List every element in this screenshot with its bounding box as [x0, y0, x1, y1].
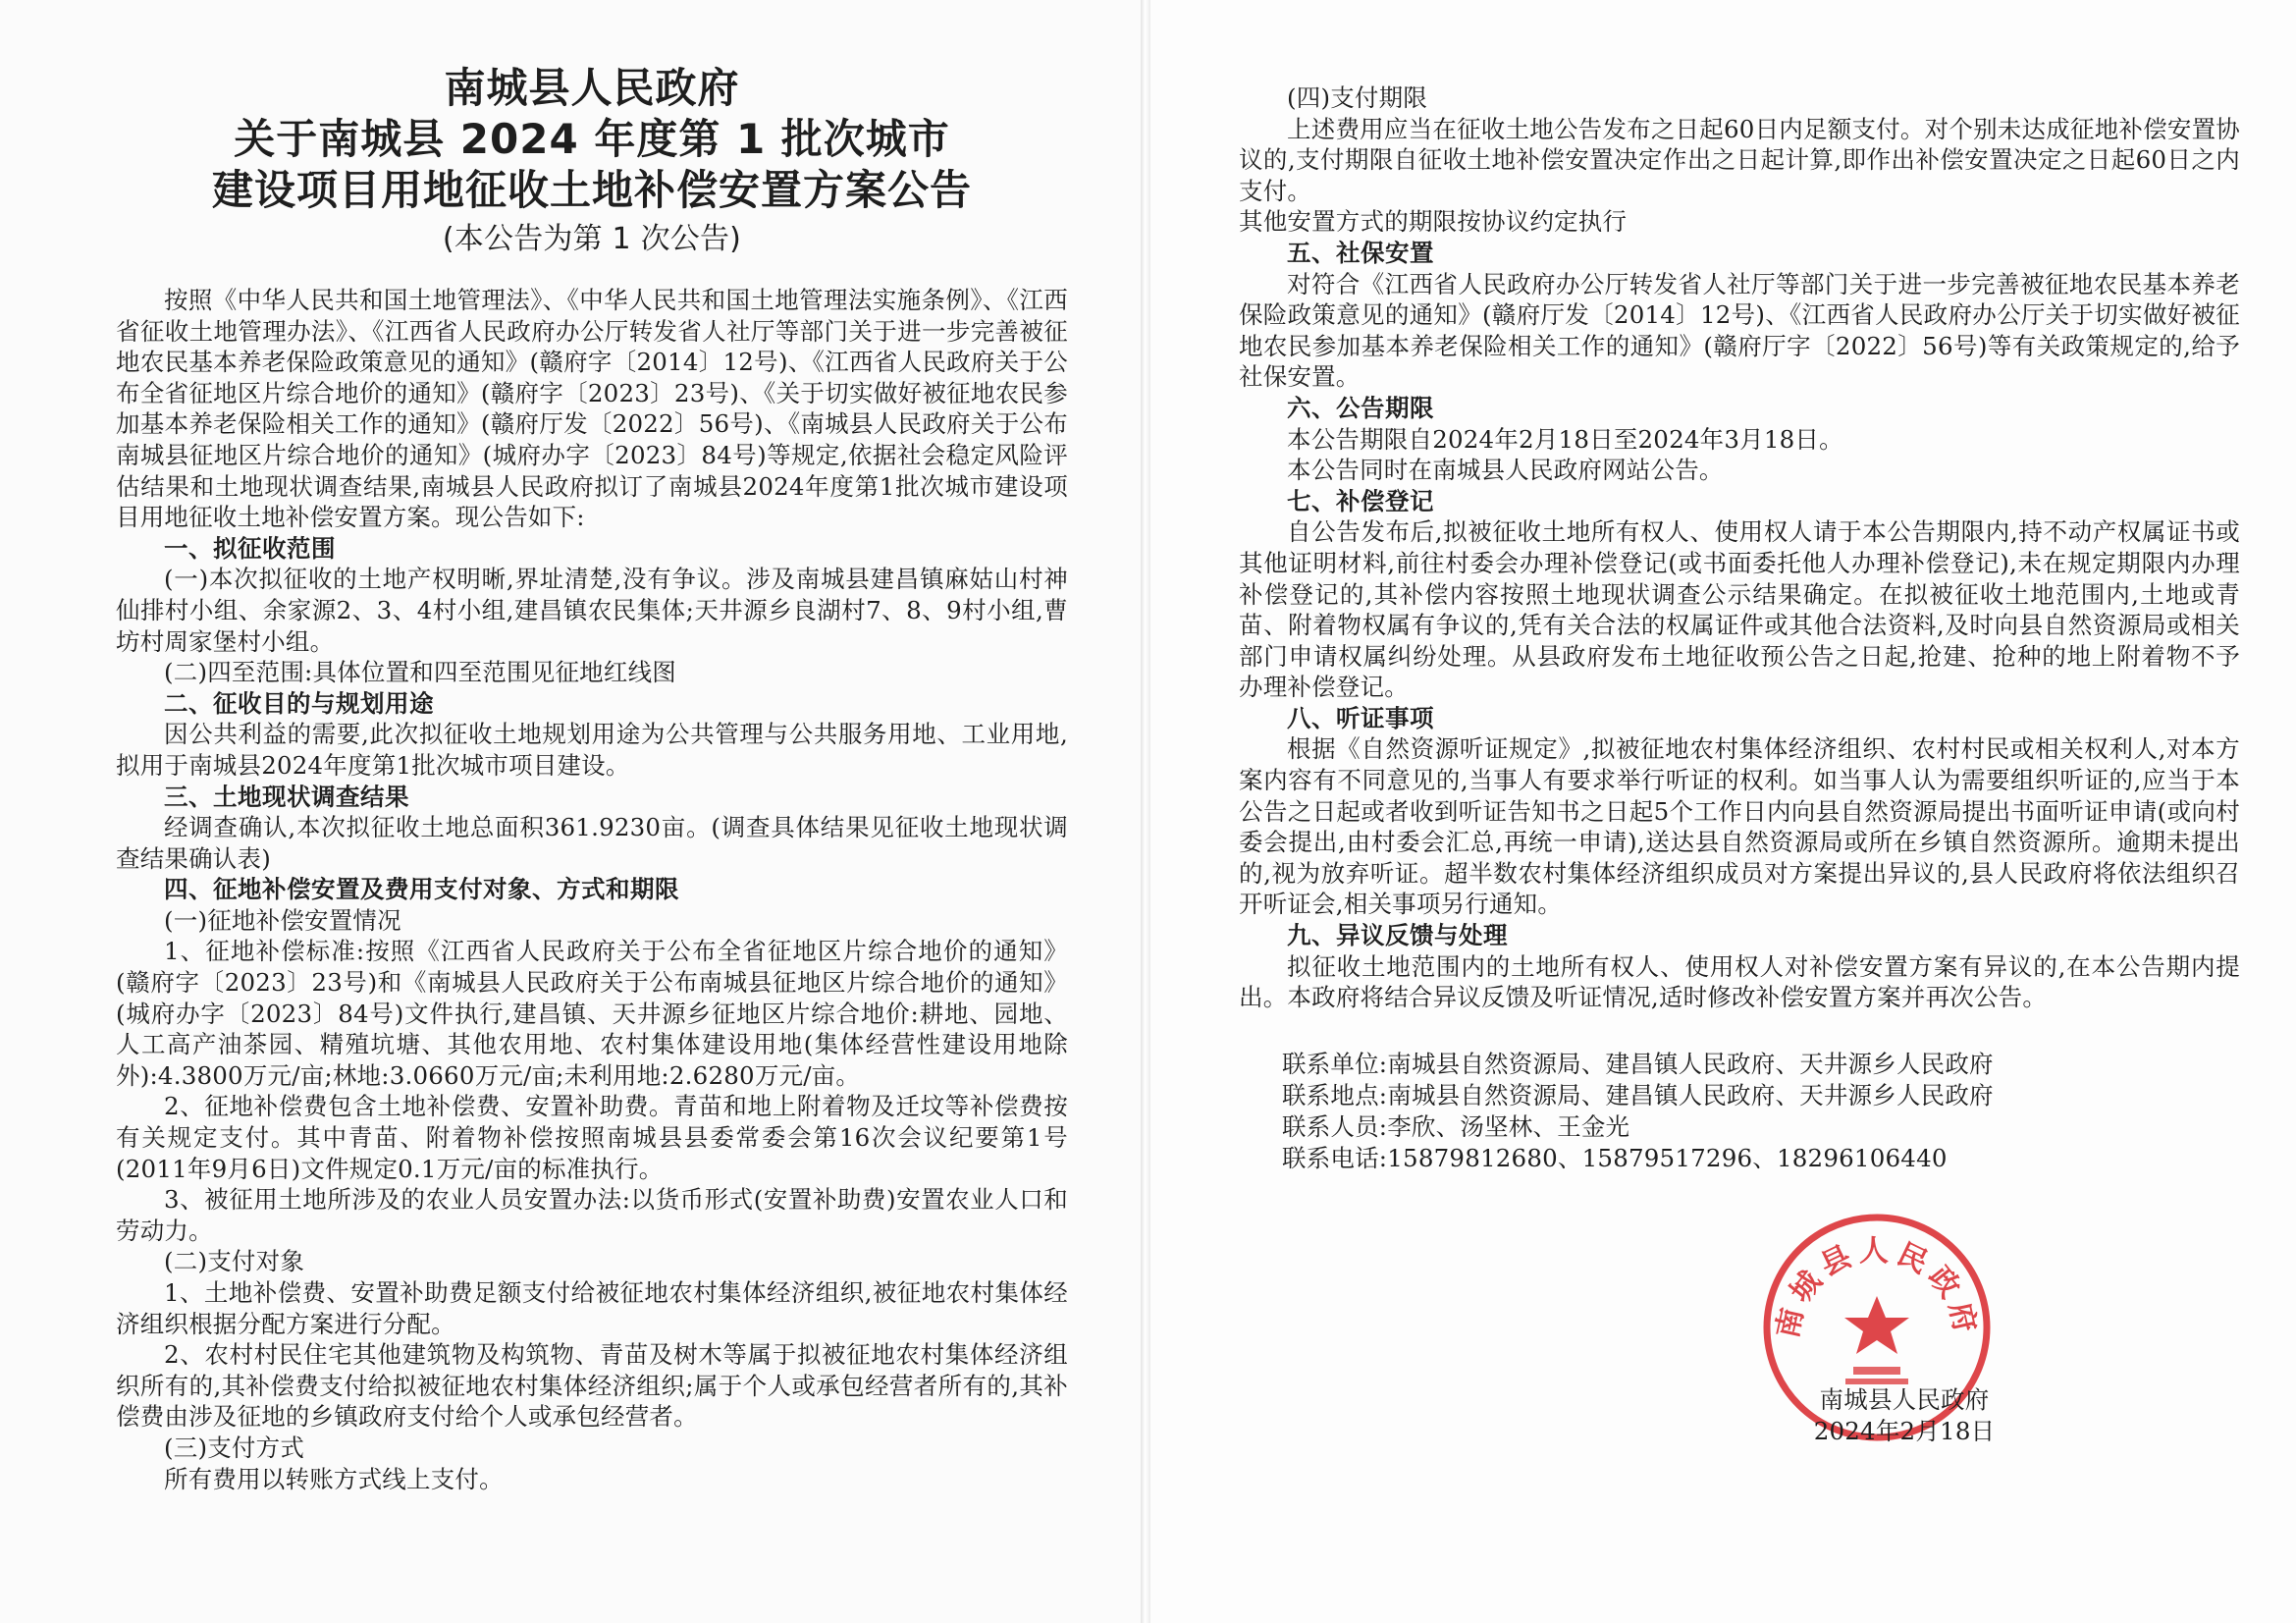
- section-3-paragraph-1: 经调查确认,本次拟征收土地总面积361.9230亩。(调查具体结果见征收土地现状调查结果确认表): [116, 813, 1068, 873]
- signature-block: [1757, 1384, 2052, 1447]
- section-9-heading: 九、异议反馈与处理: [1287, 921, 1508, 950]
- section-6-paragraph-2: 本公告同时在南城县人民政府网站公告。: [1287, 456, 1724, 485]
- section-5-paragraph-1: 对符合《江西省人民政府办公厅转发省人社厅等部门关于进一步完善被征地农民基本养老保险政策意见的通知》(赣府厅发〔2014〕12号)、《江西省人民政府办公厅关于切实做好被征地农民参加基本养老保险相关工作的通知》(赣府厅字〔2022〕56号)等有关政策规定的,给予社保安置。: [1239, 269, 2240, 392]
- signature-org: 南城县人民政府: [1819, 1385, 1990, 1414]
- contact-unit: 联系单位:南城县自然资源局、建昌镇人民政府、天井源乡人民政府: [1282, 1049, 1994, 1078]
- right-column: [1239, 82, 2240, 1174]
- section-1-paragraph-1: (一)本次拟征收的土地产权明晰,界址清楚,没有争议。涉及南城县建昌镇麻姑山村神仙排村小组、余家源2、3、4村小组,建昌镇农民集体;天井源乡良湖村7、8、9村小组,曹坊村周家堡村小组。: [116, 565, 1068, 656]
- section-7-paragraph-1: 自公告发布后,拟被征收土地所有权人、使用权人请于本公告期限内,持不动产权属证书或其他证明材料,前往村委会办理补偿登记(或书面委托他人办理补偿登记),未在规定期限内办理补偿登记的,其补偿内容按照土地现状调查公示结果确定。在拟被征收土地范围内,土地或青苗、附着物权属有争议的,凭有关合法的权属证件或其他合法资料,及时向县自然资源局或相关部门申请权属纠纷处理。从县政府发布土地征收预公告之日起,抢建、抢种的地上附着物不予办理补偿登记。: [1239, 517, 2240, 702]
- section-4-subheading-1: (一)征地补偿安置情况: [164, 905, 401, 935]
- section-1-heading: 一、拟征收范围: [164, 533, 336, 563]
- section-4-paragraph-5: 2、农村村民住宅其他建筑物及构筑物、青苗及树木等属于拟被征地农村集体经济组织所有的,其补偿费支付给拟被征地农村集体经济组织;属于个人或承包经营者所有的,其补偿费由涉及征地的乡镇政府支付给个人或承包经营者。: [116, 1340, 1068, 1432]
- section-7-heading: 七、补偿登记: [1287, 486, 1434, 515]
- section-4-subheading-2: (二)支付对象: [164, 1247, 305, 1276]
- left-column: [116, 63, 1068, 1494]
- section-4-paragraph-7: 上述费用应当在征收土地公告发布之日起60日内足额支付。对个别未达成征地补偿安置协议的,支付期限自征收土地补偿安置决定作出之日起计算,即作出补偿安置决定之日起60日之内支付。: [1239, 114, 2240, 205]
- section-4-subheading-3: (三)支付方式: [164, 1433, 305, 1462]
- section-4-paragraph-1: 1、征地补偿标准:按照《江西省人民政府关于公布全省征地区片综合地价的通知》(赣府字〔2023〕23号)和《南城县人民政府关于公布南城县征地区片综合地价的通知》(城府办字〔2023〕84号)文件执行,建昌镇、天井源乡征地区片综合地价:耕地、园地、人工高产油茶园、精殖坑塘、其他农用地、农村集体建设用地(集体经营性建设用地除外):4.3800万元/亩;林地:3.0660万元/亩;未利用地:2.6280万元/亩。: [116, 937, 1068, 1090]
- contact-address: 联系地点:南城县自然资源局、建昌镇人民政府、天井源乡人民政府: [1282, 1080, 1994, 1109]
- notice-title: [116, 63, 1068, 216]
- title-line-1: 南城县人民政府: [444, 64, 740, 112]
- section-8-paragraph-1: 根据《自然资源听证规定》,拟被征地农村集体经济组织、农村村民或相关权利人,对本方案内容有不同意见的,当事人有要求举行听证的权利。如当事人认为需要组织听证的,应当于本公告之日起或者收到听证告知书之日起5个工作日内向县自然资源局提出书面听证申请(或向村委会提出,由村委会汇总,再统一申请),送达县自然资源局或所在乡镇自然资源所。逾期未提出的,视为放弃听证。超半数农村集体经济组织成员对方案提出异议的,县人民政府将依法组织召开听证会,相关事项另行通知。: [1239, 734, 2240, 919]
- contact-phone: 联系电话:15879812680、15879517296、18296106440: [1282, 1143, 1948, 1172]
- notice-subtitle: (本公告为第 1 次公告): [442, 222, 742, 256]
- section-4-paragraph-2: 2、征地补偿费包含土地补偿费、安置补助费。青苗和地上附着物及迁坟等补偿费按有关规定支付。其中青苗、附着物补偿按照南城县县委常委会第16次会议纪要第1号(2011年9月6日)文件规定0.1万元/亩的标准执行。: [116, 1092, 1068, 1183]
- title-line-2: 关于南城县 2024 年度第 1 批次城市: [234, 115, 950, 163]
- signature-date: 2024年2月18日: [1813, 1417, 1996, 1445]
- section-4-paragraph-8: 其他安置方式的期限按协议约定执行: [1239, 207, 1628, 237]
- section-4-heading: 四、征地补偿安置及费用支付对象、方式和期限: [164, 875, 679, 904]
- intro-paragraph: 按照《中华人民共和国土地管理法》、《中华人民共和国土地管理法实施条例》、《江西省征收土地管理办法》、《江西省人民政府办公厅转发省人社厅等部门关于进一步完善被征地农民基本养老保险政策意见的通知》(赣府字〔2014〕12号)、《江西省人民政府关于公布全省征地区片综合地价的通知》(赣府字〔2023〕23号)、《关于切实做好被征地农民参加基本养老保险相关工作的通知》(赣府厅发〔2022〕56号)、《南城县人民政府关于公布南城县征地区片综合地价的通知》(城府办字〔2023〕84号)等规定,依据社会稳定风险评估结果和土地现状调查结果,南城县人民政府拟订了南城县2024年度第1批次城市建设项目用地征收土地补偿安置方案。现公告如下:: [116, 286, 1068, 532]
- section-2-heading: 二、征收目的与规划用途: [164, 688, 434, 718]
- section-8-heading: 八、听证事项: [1287, 703, 1434, 732]
- section-4-paragraph-3: 3、被征用土地所涉及的农业人员安置办法:以货币形式(安置补助费)安置农业人口和劳动力。: [116, 1185, 1068, 1245]
- section-4-paragraph-4: 1、土地补偿费、安置补助费足额支付给被征地农村集体经济组织,被征地农村集体经济组织根据分配方案进行分配。: [116, 1278, 1068, 1338]
- contact-people: 联系人员:李欣、汤坚林、王金光: [1282, 1111, 1630, 1141]
- section-1-paragraph-2: (二)四至范围:具体位置和四至范围见征地红线图: [164, 658, 676, 687]
- section-6-heading: 六、公告期限: [1287, 393, 1434, 422]
- title-line-3: 建设项目用地征收土地补偿安置方案公告: [211, 166, 972, 214]
- section-4-paragraph-6: 所有费用以转账方式线上支付。: [164, 1464, 504, 1493]
- page-gutter: [1141, 0, 1150, 1623]
- contact-block: [1239, 1049, 2240, 1174]
- section-2-paragraph-1: 因公共利益的需要,此次拟征收土地规划用途为公共管理与公共服务用地、工业用地,拟用于南城县2024年度第1批次城市项目建设。: [116, 720, 1068, 780]
- section-6-paragraph-1: 本公告期限自2024年2月18日至2024年3月18日。: [1287, 424, 1843, 454]
- section-5-heading: 五、社保安置: [1287, 238, 1434, 267]
- section-3-heading: 三、土地现状调查结果: [164, 782, 409, 811]
- section-4-subheading-4: (四)支付期限: [1287, 83, 1428, 112]
- svg-text:南城县人民政府: 南城县人民政府: [1770, 1234, 1984, 1342]
- section-9-paragraph-1: 拟征收土地范围内的土地所有权人、使用权人对补偿安置方案有异议的,在本公告期内提出。本政府将结合异议反馈及听证情况,适时修改补偿安置方案并再次公告。: [1239, 951, 2240, 1012]
